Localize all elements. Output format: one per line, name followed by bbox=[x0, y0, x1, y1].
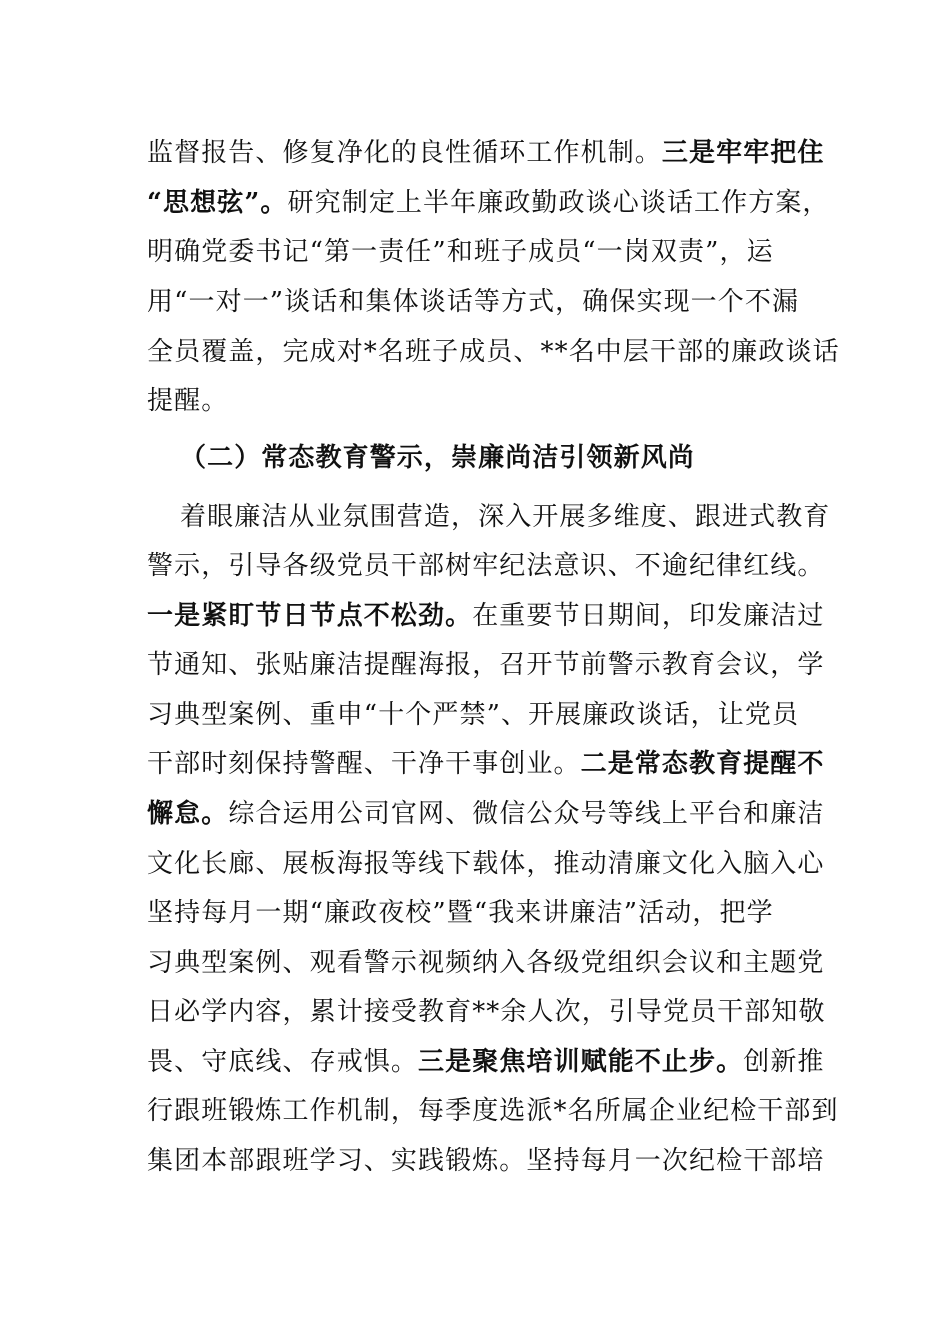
line-21-segment-1: 集团本部跟班学习、实践锻炼。坚持每月一次纪检干部培 bbox=[147, 1146, 825, 1176]
line-1-segment-2: 三是牢牢把住 bbox=[661, 138, 825, 168]
line-12-segment-1: 习典型案例、重申“十个严禁”、开展廉政谈话，让党员 bbox=[147, 700, 800, 730]
text-line-5 bbox=[147, 332, 840, 372]
line-2-segment-1: “思想弦”。 bbox=[147, 188, 288, 218]
line-8-segment-1: 着眼廉洁从业氛围营造，深入开展多维度、跟进式教育 bbox=[180, 502, 831, 532]
line-7-segment-1: （二）常态教育警示，崇廉尚洁引领新风尚 bbox=[180, 443, 695, 473]
line-17-segment-1: 习典型案例、观看警示视频纳入各级党组织会议和主题党 bbox=[147, 948, 825, 978]
text-line-4 bbox=[147, 282, 827, 322]
text-line-6 bbox=[147, 381, 827, 421]
text-line-12 bbox=[147, 695, 827, 735]
text-line-20 bbox=[147, 1091, 839, 1131]
text-line-2 bbox=[147, 183, 830, 223]
text-line-3 bbox=[147, 232, 827, 272]
text-line-18 bbox=[147, 992, 827, 1032]
text-line-15 bbox=[147, 844, 827, 884]
line-19-segment-1: 畏、守底线、存戒惧。 bbox=[147, 1047, 419, 1077]
line-13-segment-1: 干部时刻保持警醒、干净干事创业。 bbox=[147, 749, 581, 779]
line-14-segment-2: 综合运用公司官网、微信公众号等线上平台和廉洁 bbox=[228, 799, 825, 829]
text-line-21 bbox=[147, 1141, 827, 1181]
line-10-segment-2: 在重要节日期间，印发廉洁过 bbox=[472, 601, 825, 631]
line-9-segment-1: 警示，引导各级党员干部树牢纪法意识、不逾纪律红线。 bbox=[147, 551, 825, 581]
text-line-11 bbox=[147, 645, 827, 685]
line-3-segment-1: 明确党委书记“第一责任”和班子成员“一岗双责”，运 bbox=[147, 237, 774, 267]
text-line-10 bbox=[147, 596, 827, 636]
line-19-segment-2: 三是聚焦培训赋能不止步。 bbox=[418, 1047, 744, 1077]
line-6-segment-1: 提醒。 bbox=[147, 386, 229, 416]
line-19-segment-3: 创新推 bbox=[743, 1047, 825, 1077]
text-line-16 bbox=[147, 893, 827, 933]
text-line-14 bbox=[147, 794, 827, 834]
text-line-9 bbox=[147, 546, 827, 586]
section-heading bbox=[180, 438, 860, 478]
line-5-segment-1: 全员覆盖，完成对*名班子成员、**名中层干部的廉政谈话 bbox=[147, 337, 840, 367]
text-line-13 bbox=[147, 744, 827, 784]
line-1-segment-1: 监督报告、修复净化的良性循环工作机制。 bbox=[147, 138, 662, 168]
line-10-segment-1: 一是紧盯节日节点不松劲。 bbox=[147, 601, 473, 631]
text-line-19 bbox=[147, 1042, 827, 1082]
line-13-segment-2: 二是常态教育提醒不 bbox=[580, 749, 825, 779]
line-15-segment-1: 文化长廊、展板海报等线下载体，推动清廉文化入脑入心 bbox=[147, 849, 825, 879]
line-14-segment-1: 懈怠。 bbox=[147, 799, 229, 829]
text-line-17 bbox=[147, 943, 827, 983]
line-20-segment-1: 行跟班锻炼工作机制，每季度选派*名所属企业纪检干部到 bbox=[147, 1096, 839, 1126]
line-16-segment-1: 坚持每月一期“廉政夜校”暨“我来讲廉洁”活动，把学 bbox=[147, 898, 774, 928]
line-4-segment-1: 用“一对一”谈话和集体谈话等方式，确保实现一个不漏 bbox=[147, 287, 800, 317]
text-line-1 bbox=[147, 133, 827, 173]
line-2-segment-2: 研究制定上半年廉政勤政谈心谈话工作方案， bbox=[287, 188, 830, 218]
text-line-8 bbox=[180, 497, 860, 537]
line-11-segment-1: 节通知、张贴廉洁提醒海报，召开节前警示教育会议，学 bbox=[147, 650, 825, 680]
line-18-segment-1: 日必学内容，累计接受教育**余人次，引导党员干部知敬 bbox=[147, 997, 826, 1027]
